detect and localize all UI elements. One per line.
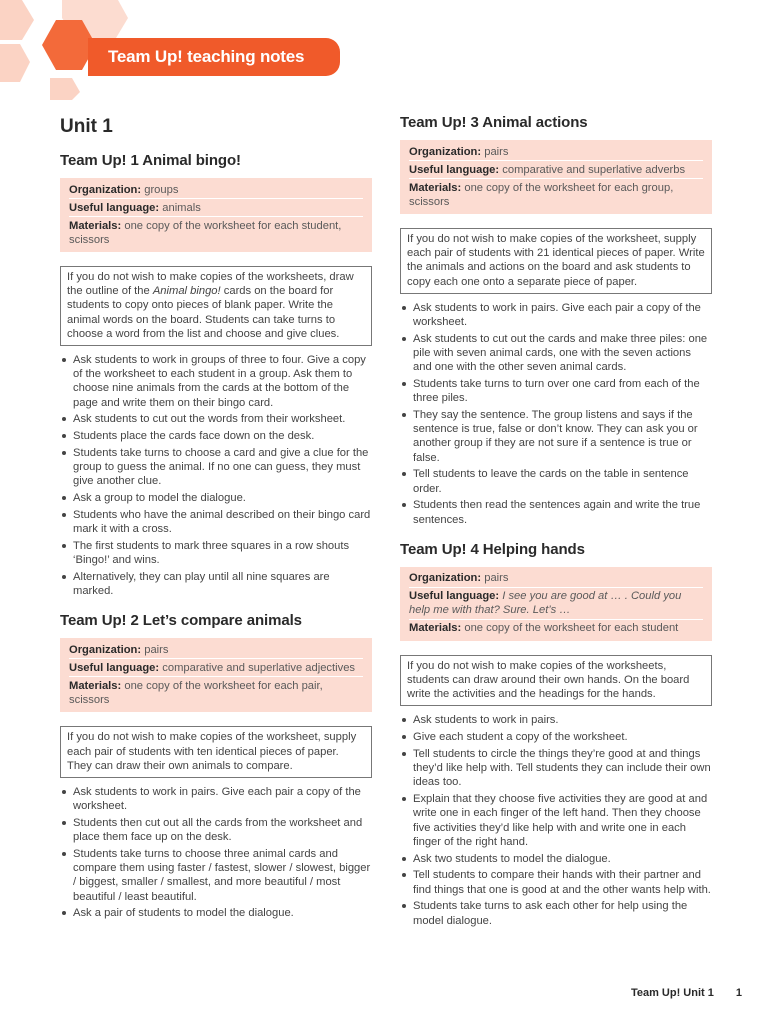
note-box-animal-bingo <box>60 266 372 346</box>
organization-row <box>69 641 363 659</box>
left-column <box>60 114 372 935</box>
organization-label: Organization: <box>409 145 482 158</box>
info-box-helping-hands <box>400 567 712 641</box>
unit-title: Unit 1 <box>60 116 113 137</box>
list-item: Students take turns to choose three animal cards and compare them using faster / fastest, slower / slowest, bigger / biggest, smaller / smallest, and more beautiful / most beautiful / least beautiful. <box>60 847 372 904</box>
list-item: Students place the cards face down on the desk. <box>60 429 372 443</box>
info-box-compare-animals <box>60 638 372 712</box>
list-item: Ask a pair of students to model the dialogue. <box>60 906 372 920</box>
list-item: Students then cut out all the cards from the worksheet and place them face up on the desk. <box>60 816 372 844</box>
useful-language-label: Useful language: <box>69 201 160 214</box>
materials-row <box>409 620 703 637</box>
list-item: Ask students to cut out the cards and make three piles: one pile with seven animal cards, one with the seven actions and one with the other seven animal cards. <box>400 332 712 375</box>
organization-label: Organization: <box>409 572 482 585</box>
footer-label: Team Up! Unit 1 <box>630 987 714 999</box>
list-item: Explain that they choose five activities they are good at and write one in each finger of the left hand. Then they choose five activities they’d like help with and write one in each finger of the right hand. <box>400 792 712 849</box>
materials-label: Materials: <box>69 219 122 232</box>
organization-label: Organization: <box>69 183 142 196</box>
materials-row <box>69 217 363 248</box>
useful-language-label: Useful language: <box>69 661 160 674</box>
header-banner <box>88 38 340 76</box>
note-text-italic: Animal bingo! <box>152 285 221 298</box>
bullet-list-animal-bingo <box>60 353 372 598</box>
header-title: Team Up! teaching notes <box>108 47 305 66</box>
section-title-helping-hands: Team Up! 4 Helping hands <box>400 540 585 558</box>
materials-label: Materials: <box>409 622 462 635</box>
list-item: The first students to mark three squares in a row shouts ‘Bingo!’ and wins. <box>60 539 372 567</box>
page-number: 1 <box>735 987 742 999</box>
organization-value: groups <box>144 183 179 196</box>
useful-language-row <box>409 161 703 179</box>
useful-language-row <box>69 659 363 677</box>
useful-language-value: comparative and superlative adverbs <box>502 163 686 176</box>
materials-value: one copy of the worksheet for each student <box>464 622 679 635</box>
list-item: Ask students to work in pairs. Give each pair a copy of the worksheet. <box>60 785 372 813</box>
materials-value: one copy of the worksheet for each group, scissors <box>409 181 674 208</box>
materials-label: Materials: <box>69 679 122 692</box>
section-title-animal-bingo: Team Up! 1 Animal bingo! <box>60 152 241 169</box>
list-item: Ask students to work in groups of three to four. Give a copy of the worksheet to each student in a group. Ask them to choose nine animals from the cards at the bottom of the page and write them on their bingo card. <box>60 353 372 410</box>
useful-language-row <box>409 588 703 620</box>
list-item: Students take turns to turn over one card from each of the three piles. <box>400 377 712 405</box>
list-item: Ask students to work in pairs. Give each pair a copy of the worksheet. <box>400 301 712 329</box>
note-box-animal-actions: If you do not wish to make copies of the worksheet, supply each pair of students with 21 identical pieces of paper. Write the animals and actions on the board and ask students to copy each one onto a separate piece of paper. <box>400 228 712 294</box>
bullet-list-compare-animals <box>60 785 372 921</box>
section-title-compare-animals: Team Up! 2 Let’s compare animals <box>60 612 302 630</box>
list-item: Ask students to cut out the words from their worksheet. <box>60 412 372 426</box>
organization-value: pairs <box>484 145 509 158</box>
materials-value: one copy of the worksheet for each pair, scissors <box>69 679 323 706</box>
useful-language-row <box>69 199 363 217</box>
list-item: Tell students to leave the cards on the table in sentence order. <box>400 467 712 495</box>
list-item: Ask students to work in pairs. <box>400 713 712 727</box>
right-column <box>400 114 712 942</box>
list-item: Ask a group to model the dialogue. <box>60 491 372 505</box>
bullet-list-animal-actions <box>400 301 712 527</box>
organization-row <box>69 181 363 199</box>
useful-language-value: I see you are good at … . Could you help me with that? Sure. Let’s … <box>409 590 682 617</box>
note-text: If you do not wish to make copies of the worksheets, draw the outline of the <box>67 271 354 298</box>
list-item: Alternatively, they can play until all nine squares are marked. <box>60 570 372 598</box>
section-title-animal-actions: Team Up! 3 Animal actions <box>400 114 588 131</box>
organization-label: Organization: <box>69 643 142 656</box>
info-box-animal-bingo <box>60 178 372 252</box>
note-box-helping-hands: If you do not wish to make copies of the worksheets, students can draw around their own hands. On the board write the activities and the headings for the hands. <box>400 655 712 707</box>
materials-row <box>409 179 703 210</box>
list-item: Tell students to compare their hands with their partner and find things that one is good at and the other wants help with. <box>400 868 712 896</box>
list-item: Tell students to circle the things they’re good at and things they’d like help with. Tell students they can include their own ideas too. <box>400 747 712 790</box>
useful-language-label: Useful language: <box>409 590 500 603</box>
list-item: Students then read the sentences again and write the true sentences. <box>400 498 712 526</box>
list-item: Give each student a copy of the worksheet. <box>400 730 712 744</box>
list-item: Students take turns to ask each other for help using the model dialogue. <box>400 899 712 927</box>
useful-language-value: comparative and superlative adjectives <box>162 661 356 674</box>
organization-value: pairs <box>484 572 509 585</box>
note-text: cards on the board for students to copy onto pieces of blank paper. Write the animal words on the board. Students can take turns to choose a word from the list and choose and give clues. <box>67 285 340 340</box>
materials-value: one copy of the worksheet for each student, scissors <box>69 219 342 246</box>
list-item: Students take turns to choose a card and give a clue for the group to guess the animal. If no one can guess, they must give another clue. <box>60 446 372 489</box>
bullet-list-helping-hands <box>400 713 712 927</box>
list-item: Students who have the animal described on their bingo card mark it with a cross. <box>60 508 372 536</box>
organization-row <box>409 143 703 161</box>
list-item: Ask two students to model the dialogue. <box>400 852 712 866</box>
organization-value: pairs <box>144 643 169 656</box>
list-item: They say the sentence. The group listens and says if the sentence is true, false or don’t know. They can ask you or another group if they are not sure if a sentence is true or false. <box>400 408 712 465</box>
page-footer <box>631 987 742 999</box>
info-box-animal-actions <box>400 140 712 214</box>
organization-row <box>409 570 703 588</box>
materials-label: Materials: <box>409 181 462 194</box>
useful-language-label: Useful language: <box>409 163 500 176</box>
materials-row <box>69 677 363 708</box>
note-box-compare-animals: If you do not wish to make copies of the worksheet, supply each pair of students with ten identical pieces of paper. They can draw their own animals to compare. <box>60 726 372 778</box>
useful-language-value: animals <box>162 201 201 214</box>
